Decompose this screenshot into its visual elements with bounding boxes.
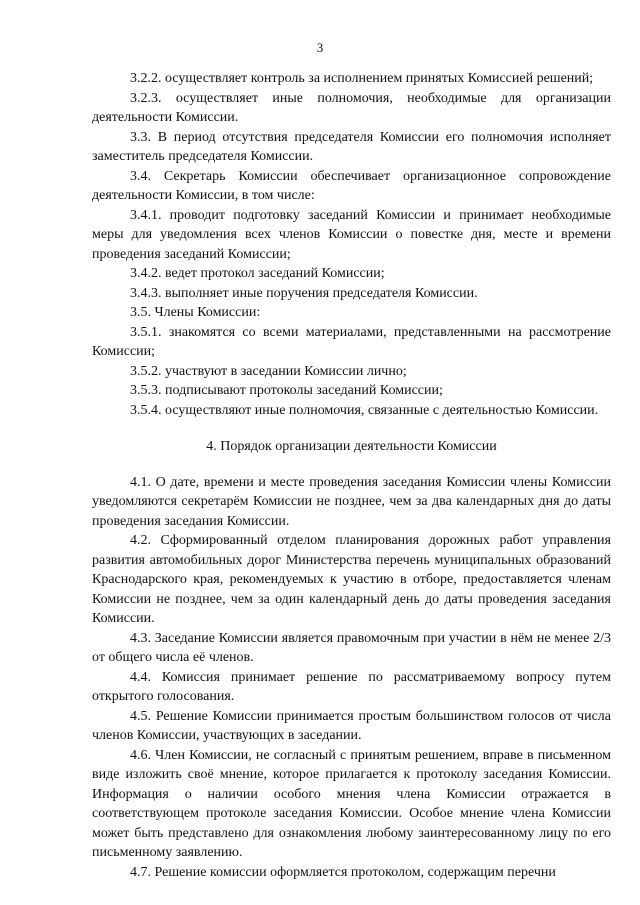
- clause-3-5-2: 3.5.2. участвуют в заседании Комиссии лично;: [130, 363, 407, 379]
- clause-4-4: 4.4. Комиссия принимает решение по рассматриваемому вопросу путем открытого голосования.: [92, 669, 611, 704]
- clause-3-4-1: 3.4.1. проводит подготовку заседаний Комиссии и принимает необходимые меры для уведомления всех членов Комиссии о повестке дня, месте и времени проведения заседаний Комиссии;: [92, 207, 611, 262]
- clause-3-5: 3.5. Члены Комиссии:: [130, 305, 261, 320]
- clause-3-4-3: 3.4.3. выполняет иные поручения председателя Комиссии.: [130, 285, 478, 301]
- clause-4-1: 4.1. О дате, времени и месте проведения заседания Комиссии члены Комиссии уведомляются секретарём Комиссии не позднее, чем за два календарных дня до даты проведения заседания Комиссии.: [92, 474, 611, 529]
- clause-4-2: 4.2. Сформированный отделом планирования дорожных работ управления развития автомобильных дорог Министерства перечень муниципальных образований Краснодарского края, рекомендуемых к участию в отборе, предоставляется членам Комиссии не позднее, чем за один календарный день до даты проведения заседания Комиссии.: [92, 533, 611, 626]
- clause-4-7: 4.7. Решение комиссии оформляется протоколом, содержащим перечни: [130, 864, 556, 880]
- clause-3-5-4: 3.5.4. осуществляют иные полномочия, связанные с деятельностью Комиссии.: [130, 402, 599, 418]
- clause-3-2-3: 3.2.3. осуществляет иные полномочия, необходимые для организации деятельности Комиссии.: [92, 90, 611, 125]
- clause-3-4-2: 3.4.2. ведет протокол заседаний Комиссии;: [130, 266, 385, 281]
- clause-3-3: 3.3. В период отсутствия председателя Комиссии его полномочия исполняет заместитель председателя Комиссии.: [92, 129, 611, 164]
- clause-4-3: 4.3. Заседание Комиссии является правомочным при участии в нём не менее 2/3 от общего числа её членов.: [92, 630, 611, 665]
- clause-3-5-1: 3.5.1. знакомятся со всеми материалами, представленными на рассмотрение Комиссии;: [92, 324, 611, 359]
- clause-4-5: 4.5. Решение Комиссии принимается простым большинством голосов от числа членов Комиссии, участвующих в заседании.: [92, 708, 611, 743]
- clause-3-2-2: 3.2.2. осуществляет контроль за исполнением принятых Комиссией решений;: [130, 71, 594, 86]
- page-number: 3: [316, 40, 324, 55]
- clause-4-6: 4.6. Член Комиссии, не согласный с принятым решением, вправе в письменном виде изложить своё мнение, которое прилагается к протоколу заседания Комиссии. Информация о наличии особого мнения члена Комиссии отражается в соответствующем протоколе заседания Комиссии. Особое мнение члена Комиссии может быть представлено для ознакомления любому заинтересованному лицу по его письменному заявлению.: [92, 747, 611, 860]
- document-body: [92, 69, 611, 882]
- section-heading: 4. Порядок организации деятельности Комиссии: [206, 439, 497, 454]
- clause-3-4: 3.4. Секретарь Комиссии обеспечивает организационное сопровождение деятельности Комиссии, в том числе:: [92, 168, 611, 203]
- clause-3-5-3: 3.5.3. подписывают протоколы заседаний Комиссии;: [130, 383, 443, 398]
